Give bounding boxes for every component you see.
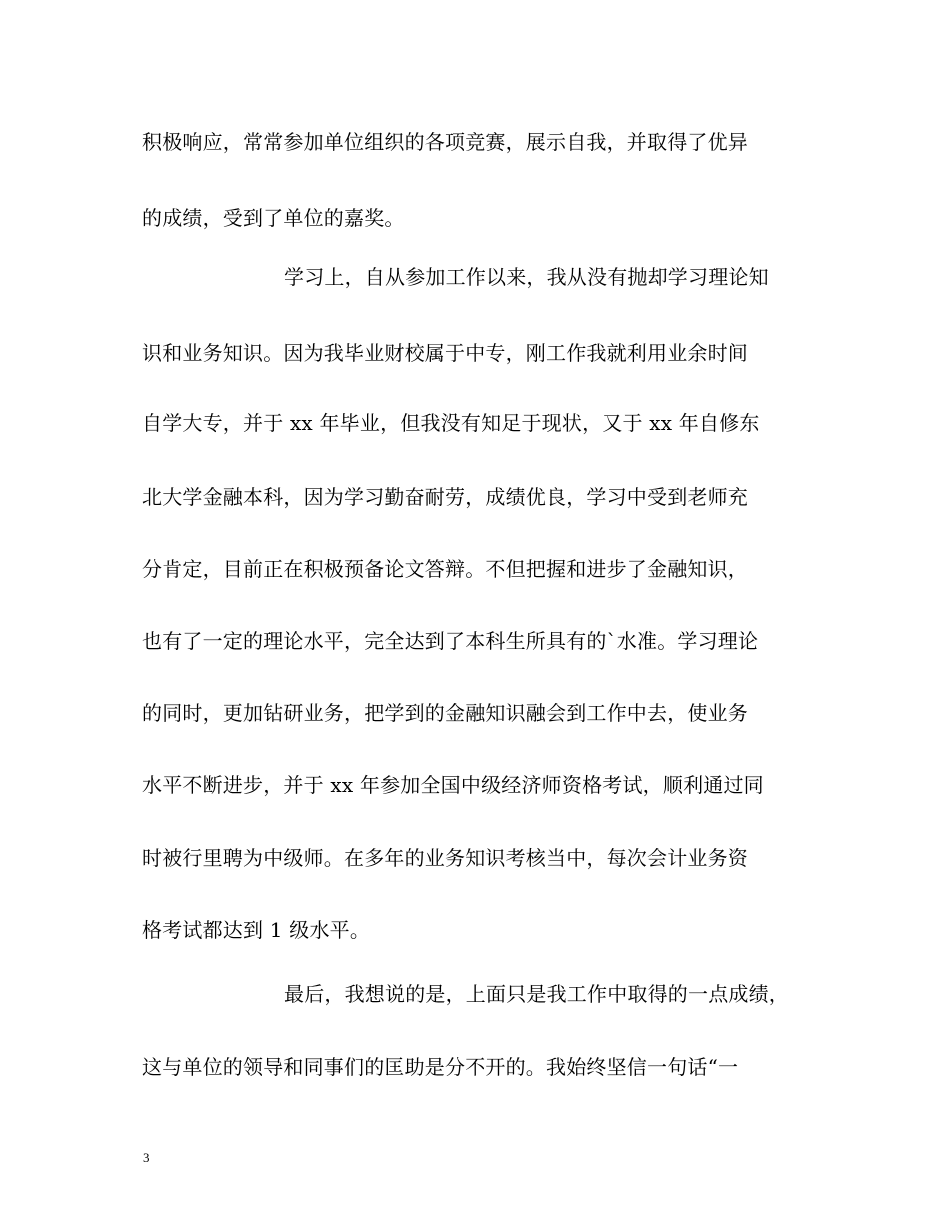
- paragraph-line: 的成绩，受到了单位的嘉奖。: [142, 206, 405, 230]
- paragraph-line: 格考试都达到 1 级水平。: [142, 918, 371, 942]
- paragraph-line: 北大学金融本科，因为学习勤奋耐劳，成绩优良，学习中受到老师充: [142, 485, 748, 509]
- paragraph-line: 最后，我想说的是，上面只是我工作中取得的一点成绩，: [284, 982, 789, 1006]
- paragraph-line: 水平不断进步，并于 xx 年参加全国中级经济师资格考试，顺利通过同: [142, 773, 764, 797]
- paragraph-line: 自学大专，并于 xx 年毕业，但我没有知足于现状，又于 xx 年自修东: [142, 411, 760, 435]
- paragraph-line: 分肯定，目前正在积极预备论文答辩。不但把握和进步了金融知识，: [142, 557, 748, 581]
- page-number: 3: [143, 1150, 150, 1165]
- paragraph-line: 这与单位的领导和同事们的匡助是分不开的。我始终坚信一句话“一: [142, 1055, 739, 1079]
- paragraph-line: 也有了一定的理论水平，完全达到了本科生所具有的`水准。学习理论: [142, 629, 759, 653]
- paragraph-line: 积极响应，常常参加单位组织的各项竞赛，展示自我，并取得了优异: [142, 130, 748, 154]
- paragraph-line: 时被行里聘为中级师。在多年的业务知识考核当中，每次会计业务资: [142, 846, 748, 870]
- paragraph-line: 学习上，自从参加工作以来，我从没有抛却学习理论知: [284, 265, 769, 289]
- paragraph-line: 的同时，更加钻研业务，把学到的金融知识融会到工作中去，使业务: [142, 701, 748, 725]
- paragraph-line: 识和业务知识。因为我毕业财校属于中专，刚工作我就利用业余时间: [142, 341, 748, 365]
